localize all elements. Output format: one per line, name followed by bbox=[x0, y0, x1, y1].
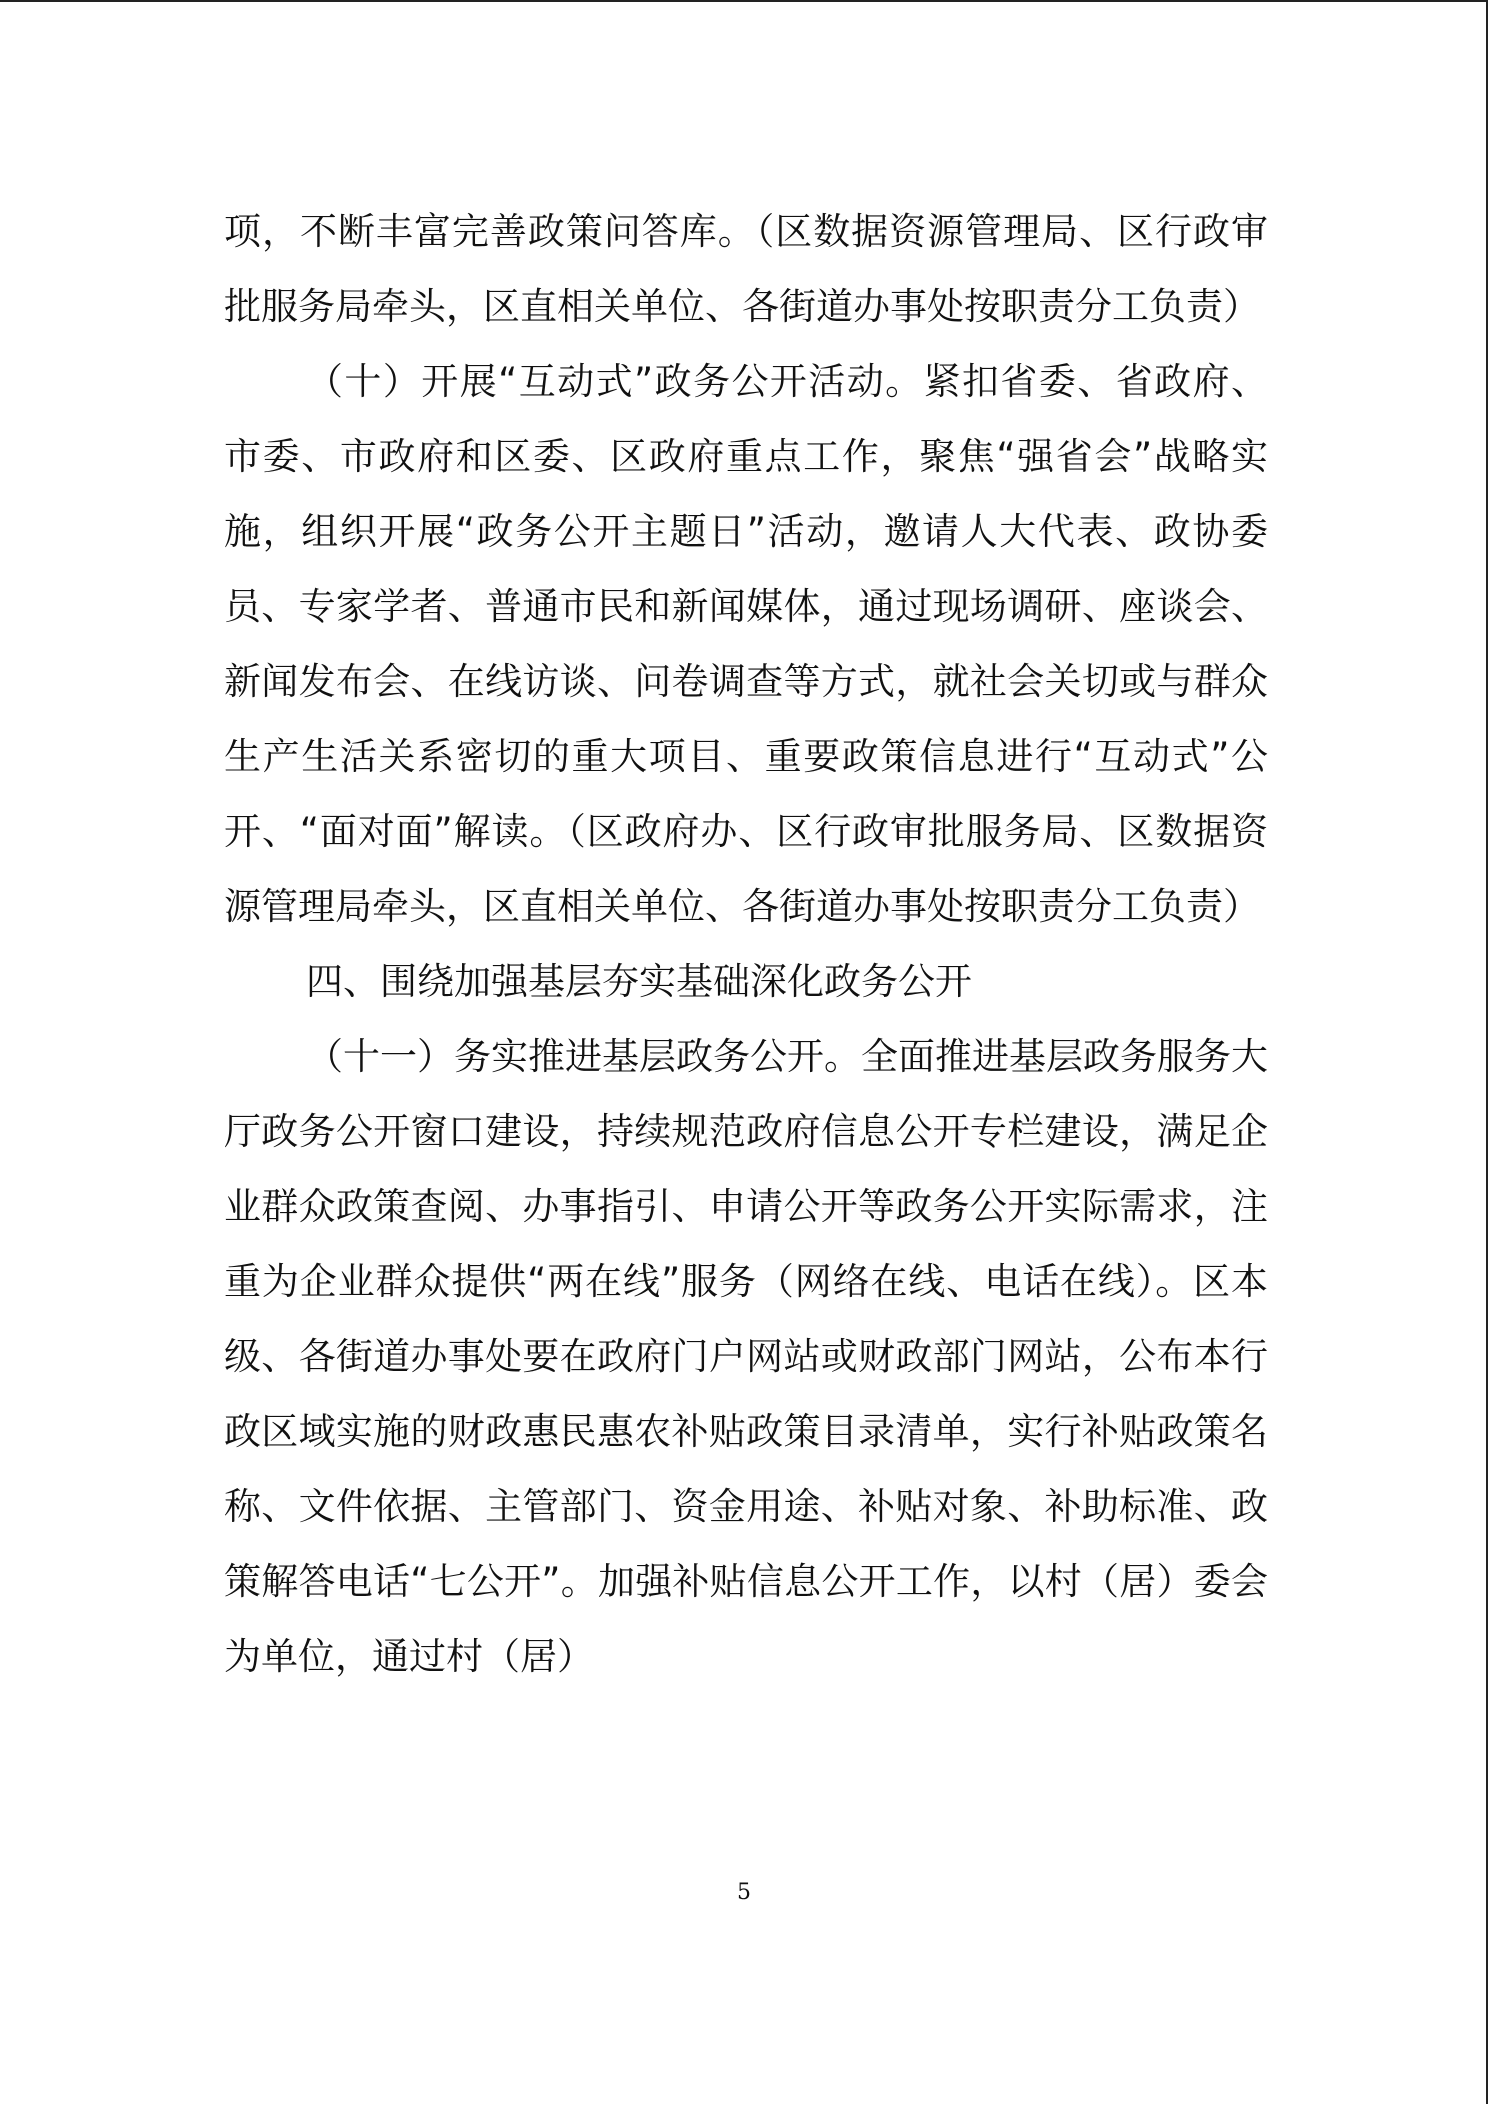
paragraph-item-11: （十一）务实推进基层政务公开。全面推进基层政务服务大厅政务公开窗口建设，持续规范政府信息公开专栏建设，满足企业群众政策查阅、办事指引、申请公开等政务公开实际需求，注重为企业群众提供“两在线”服务（网络在线、电话在线）。区本级、各街道办事处要在政府门户网站或财政部门网站，公布本行政区域实施的财政惠民惠农补贴政策目录清单，实行补贴政策名称、文件依据、主管部门、资金用途、补贴对象、补助标准、政策解答电话“七公开”。加强补贴信息公开工作，以村（居）委会为单位，通过村（居） bbox=[224, 1035, 1268, 1678]
paragraph-continued: 项，不断丰富完善政策问答库。（区数据资源管理局、区行政审批服务局牵头，区直相关单位、各街道办事处按职责分工负责） bbox=[224, 210, 1268, 328]
paragraph-item-10: （十）开展“互动式”政务公开活动。紧扣省委、省政府、市委、市政府和区委、区政府重点工作，聚焦“强省会”战略实施，组织开展“政务公开主题日”活动，邀请人大代表、政协委员、专家学者、普通市民和新闻媒体，通过现场调研、座谈会、新闻发布会、在线访谈、问卷调查等方式，就社会关切或与群众生产生活关系密切的重大项目、重要政策信息进行“互动式”公开、“面对面”解读。（区政府办、区行政审批服务局、区数据资源管理局牵头，区直相关单位、各街道办事处按职责分工负责） bbox=[224, 360, 1268, 928]
section-heading-4: 四、围绕加强基层夯实基础深化政务公开 bbox=[306, 960, 972, 1003]
document-body bbox=[224, 194, 1268, 1694]
page-number: 5 bbox=[737, 1880, 751, 1905]
